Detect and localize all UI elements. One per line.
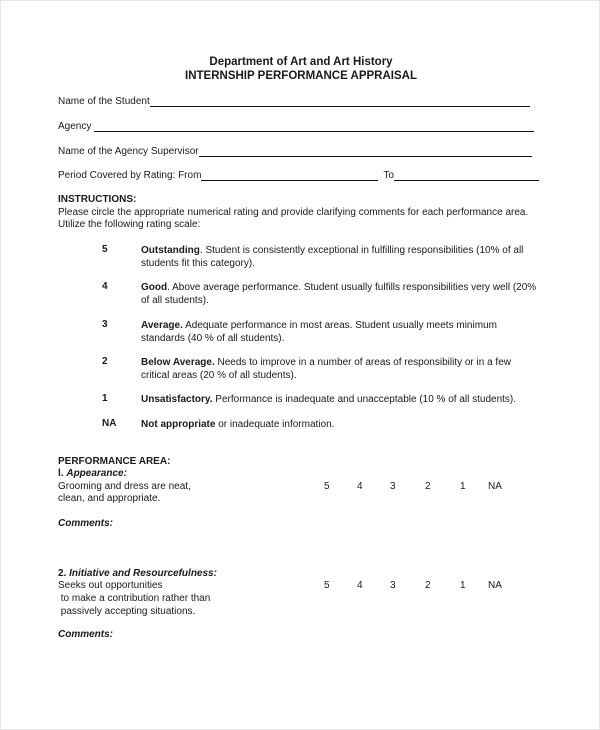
scale-value: 1: [102, 393, 108, 404]
area-title: l. Appearance:: [58, 468, 127, 479]
scale-value: 4: [102, 281, 108, 292]
supervisor-label: Name of the Agency Supervisor: [58, 146, 199, 157]
student-line[interactable]: [150, 97, 530, 107]
scale-value: 5: [102, 244, 108, 255]
agency-label: Agency: [58, 121, 92, 132]
area-description: to make a contribution rather than: [58, 593, 211, 604]
rating-option-2[interactable]: 2: [425, 481, 431, 492]
area-title: 2. Initiative and Resourcefulness:: [58, 568, 217, 579]
student-label: Name of the Student: [58, 96, 150, 107]
instructions-text-2: Utilize the following rating scale:: [58, 219, 201, 230]
rating-option-4[interactable]: 4: [357, 481, 363, 492]
agency-field[interactable]: [58, 121, 534, 132]
area-description: Grooming and dress are neat,: [58, 481, 191, 492]
supervisor-line[interactable]: [199, 147, 532, 157]
area-description: clean, and appropriate.: [58, 493, 161, 504]
rating-option-na[interactable]: NA: [488, 580, 502, 591]
period-to-label: To: [383, 170, 394, 181]
student-name-field[interactable]: [58, 96, 530, 107]
rating-option-na[interactable]: NA: [488, 481, 502, 492]
instructions-heading: INSTRUCTIONS:: [58, 194, 137, 205]
area-description: passively accepting situations.: [58, 606, 196, 617]
performance-heading: PERFORMANCE AREA:: [58, 456, 171, 467]
scale-value: 2: [102, 356, 108, 367]
period-to-line[interactable]: [394, 171, 539, 181]
scale-value: NA: [102, 418, 117, 429]
rating-option-4[interactable]: 4: [357, 580, 363, 591]
department-heading: Department of Art and Art History: [209, 56, 393, 68]
document-title: INTERNSHIP PERFORMANCE APPRAISAL: [185, 70, 417, 82]
comments-label: Comments:: [58, 518, 114, 529]
rating-option-1[interactable]: 1: [460, 580, 466, 591]
rating-option-5[interactable]: 5: [324, 580, 330, 591]
agency-line[interactable]: [94, 122, 534, 132]
supervisor-field[interactable]: [58, 146, 532, 157]
rating-option-3[interactable]: 3: [390, 580, 396, 591]
period-field[interactable]: [58, 170, 539, 181]
scale-description: Good. Above average performance. Student usually fulfills responsibilities very well (20% of all students).: [141, 282, 537, 306]
comments-label: Comments:: [58, 629, 114, 640]
scale-description: Not appropriate or inadequate information.: [141, 419, 335, 430]
scale-description: Average. Adequate performance in most areas. Student usually meets minimum standards (40 % of all students).: [141, 320, 497, 344]
rating-option-1[interactable]: 1: [460, 481, 466, 492]
period-from-line[interactable]: [201, 171, 378, 181]
scale-description: Outstanding. Student is consistently exceptional in fulfilling responsibilities (10% of all students fit this category).: [141, 245, 524, 269]
period-from-label: Period Covered by Rating: From: [58, 170, 202, 181]
area-description: Seeks out opportunities: [58, 580, 163, 591]
scale-value: 3: [102, 319, 108, 330]
rating-option-3[interactable]: 3: [390, 481, 396, 492]
scale-description: Unsatisfactory. Performance is inadequate and unacceptable (10 % of all students).: [141, 394, 517, 405]
instructions-text: Please circle the appropriate numerical rating and provide clarifying comments for each performance area.: [58, 207, 529, 218]
scale-description: Below Average. Needs to improve in a number of areas of responsibility or in a few critical areas (20 % of all students).: [141, 357, 511, 381]
rating-option-5[interactable]: 5: [324, 481, 330, 492]
rating-option-2[interactable]: 2: [425, 580, 431, 591]
